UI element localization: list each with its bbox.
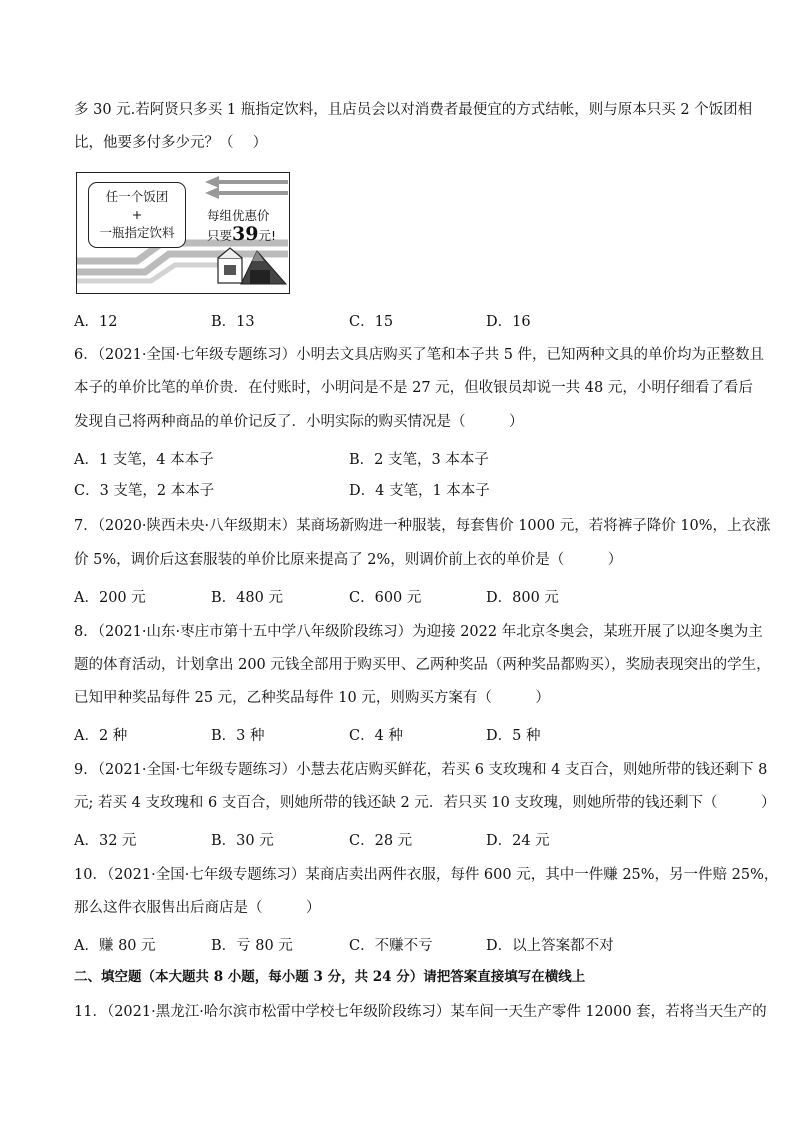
q5-option-b: B．13 bbox=[211, 314, 255, 330]
promo-plus-sign: + bbox=[131, 207, 143, 222]
q10-option-a: A．赚 80 元 bbox=[74, 938, 156, 954]
q6-option-a: A．1 支笔，4 本本子 bbox=[74, 452, 214, 468]
promo-bundle-box bbox=[88, 182, 186, 248]
q11-text-line1: 11．（2021·黑龙江·哈尔滨市松雷中学校七年级阶段练习）某车间一天生产零件 12000 套，若将当天生产的 bbox=[74, 1004, 767, 1020]
q5-text-line2: 比，他要多付多少元？（ ） bbox=[74, 135, 268, 151]
q5-option-c: C．15 bbox=[349, 314, 394, 330]
q8-option-d: D．5 种 bbox=[486, 728, 541, 744]
promo-price-line bbox=[207, 223, 276, 245]
q8-option-a: A．2 种 bbox=[74, 728, 128, 744]
q10-option-c: C．不赚不亏 bbox=[349, 938, 433, 954]
q6-text-line1: 6．（2021·全国·七年级专题练习）小明去文具店购买了笔和本子共 5 件，已知两种文具的单价均为正整数且 bbox=[74, 347, 765, 363]
q9-option-a: A．32 元 bbox=[74, 833, 137, 849]
q7-option-a: A．200 元 bbox=[74, 590, 146, 606]
q6-text-line2: 本子的单价比笔的单价贵．在付账时，小明问是不是 27 元，但收银员却说一共 48 元，小明仔细看了看后 bbox=[74, 380, 753, 396]
q8-option-c: C．4 种 bbox=[349, 728, 403, 744]
promo-price-label: 每组优惠价 bbox=[207, 208, 270, 223]
q5-option-a: A．12 bbox=[74, 314, 118, 330]
promo-item-riceball: 任一个饭团 bbox=[105, 189, 169, 204]
q7-option-d: D．800 元 bbox=[486, 590, 559, 606]
q9-option-d: D．24 元 bbox=[486, 833, 550, 849]
promo-item-drink: 一瓶指定饮料 bbox=[99, 225, 175, 240]
promo-figure bbox=[76, 172, 290, 294]
q7-text-line2: 价 5%，调价后这套服装的单价比原来提高了 2%，则调价前上衣的单价是（ ） bbox=[74, 552, 623, 568]
q6-option-c: C．3 支笔，2 本本子 bbox=[74, 483, 215, 499]
q7-text-line1: 7．（2020·陕西未央·八年级期末）某商场新购进一种服装，每套售价 1000 元，若将裤子降价 10%，上衣涨 bbox=[74, 518, 771, 534]
q8-text-line2: 题的体育活动，计划拿出 200 元钱全部用于购买甲、乙两种奖品（两种奖品都购买），奖励表现突出的学生， bbox=[74, 657, 771, 673]
q10-option-d: D．以上答案都不对 bbox=[486, 938, 614, 954]
promo-price-value: 39 bbox=[232, 223, 259, 245]
q5-text-line1: 多 30 元.若阿贤只多买 1 瓶指定饮料，且店员会以对消费者最便宜的方式结帐，则与原本只买 2 个饭团相 bbox=[74, 102, 753, 118]
q6-text-line3: 发现自己将两种商品的单价记反了．小明实际的购买情况是（ ） bbox=[74, 414, 524, 430]
q6-option-d: D．4 支笔，1 本本子 bbox=[349, 483, 490, 499]
q7-option-c: C．600 元 bbox=[349, 590, 422, 606]
section-heading-fill-in: 二、填空题（本大题共 8 小题，每小题 3 分，共 24 分）请把答案直接填写在横线上 bbox=[74, 969, 586, 985]
q6-option-b: B．2 支笔，3 本本子 bbox=[349, 452, 489, 468]
q8-option-b: B．3 种 bbox=[211, 728, 265, 744]
q8-text-line3: 已知甲种奖品每件 25 元，乙种奖品每件 10 元，则购买方案有（ ） bbox=[74, 690, 550, 706]
q9-text-line2: 元; 若买 4 支玫瑰和 6 支百合，则她所带的钱还缺 2 元．若只买 10 支玫瑰，则她所带的钱还剩下（ ） bbox=[74, 795, 776, 811]
q10-text-line2: 那么这件衣服售出后商店是（ ） bbox=[74, 900, 321, 916]
q8-text-line1: 8．（2021·山东·枣庄市第十五中学八年级阶段练习）为迎接 2022 年北京冬奥会，某班开展了以迎冬奥为主 bbox=[74, 624, 763, 640]
promo-price-suffix: 元! bbox=[258, 228, 276, 243]
q9-option-b: B．30 元 bbox=[211, 833, 274, 849]
q7-option-b: B．480 元 bbox=[211, 590, 283, 606]
q9-text-line1: 9．（2021·全国·七年级专题练习）小慧去花店购买鲜花，若买 6 支玫瑰和 4 支百合，则她所带的钱还剩下 8 bbox=[74, 762, 768, 778]
q5-option-d: D．16 bbox=[486, 314, 531, 330]
promo-price-prefix: 只要 bbox=[207, 228, 233, 243]
q10-option-b: B．亏 80 元 bbox=[211, 938, 293, 954]
q10-text-line1: 10．（2021·全国·七年级专题练习）某商店卖出两件衣服，每件 600 元，其中一件赚 25%，另一件赔 25%， bbox=[74, 867, 779, 883]
q9-option-c: C．28 元 bbox=[349, 833, 413, 849]
